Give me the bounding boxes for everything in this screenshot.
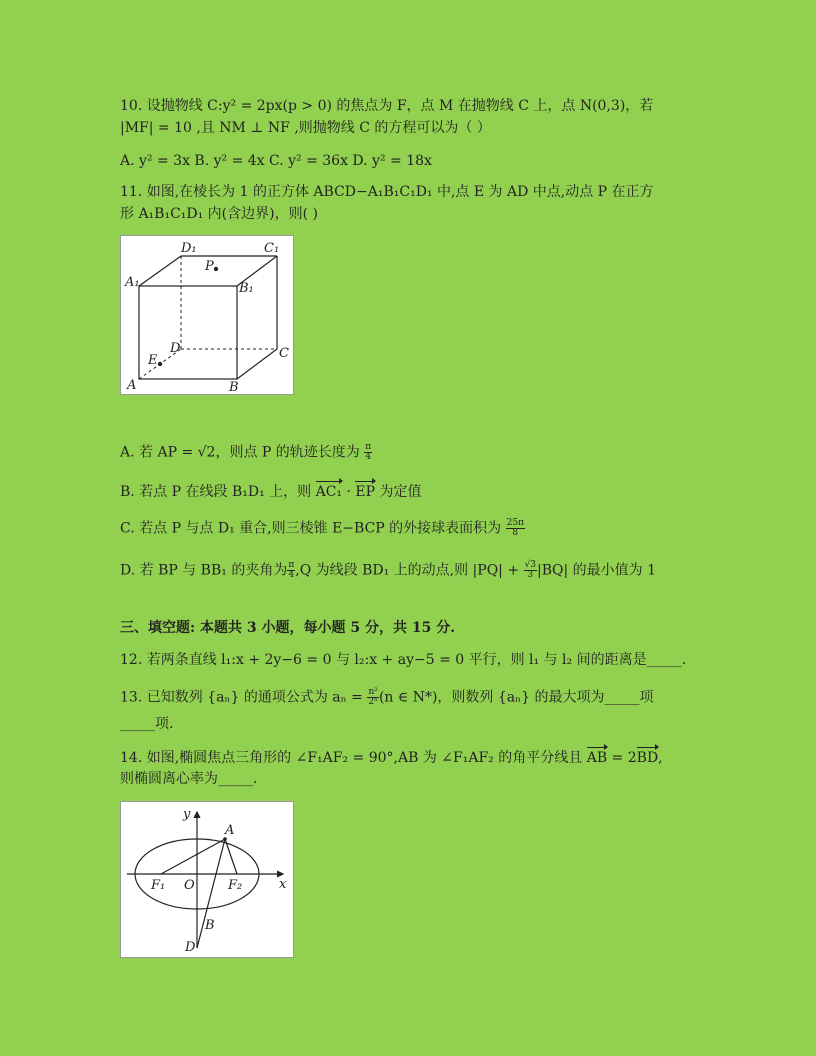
q12-text: 12. 若两条直线 l₁:x + 2y−6 = 0 与 l₂:x + ay−5 = 0 平行，则 l₁ 与 l₂ 间的距离是_____.	[120, 652, 687, 668]
cube-label-C1: C₁	[264, 241, 280, 256]
cube-label-A1: A₁	[125, 275, 140, 290]
ellipse-figure	[120, 801, 294, 958]
cube-label-C: C	[279, 346, 289, 361]
cube-label-D1: D₁	[181, 241, 197, 256]
cube-label-E: E	[148, 353, 158, 368]
cube-label-B1: B₁	[239, 281, 254, 296]
ellipse-label-D: D	[185, 940, 196, 955]
q10-line2: |MF| = 10 ,且 NM ⊥ NF ,则抛物线 C 的方程可以为（ ）	[120, 120, 491, 136]
cube-figure	[120, 235, 294, 395]
ellipse-label-B: B	[205, 918, 215, 933]
q10-options: A. y² = 3x B. y² = 4x C. y² = 36x D. y² = 18x	[120, 153, 432, 169]
ellipse-label-F1: F₁	[151, 878, 166, 893]
q14-line1: 14. 如图,椭圆焦点三角形的 ∠F₁AF₂ = 90°,AB 为 ∠F₁AF₂ 的角平分线且 AB = 2BD,	[120, 750, 663, 766]
cube-label-B: B	[229, 380, 239, 394]
cube-label-P: P	[205, 259, 214, 274]
q11-option-a: A. 若 AP = √2，则点 P 的轨迹长度为 $\frac{\pi}{4}$	[120, 442, 372, 462]
q13-line2: _____项.	[120, 716, 174, 732]
q11-option-b: B. 若点 P 在线段 B₁D₁ 上，则 AC₁ · EP 为定值	[120, 484, 422, 500]
q13-line1: 13. 已知数列 {aₙ} 的通项公式为 aₙ = $\frac{\text{n²}}{\text{2ⁿ}}$ (n ∈ N*)，则数列 {aₙ} 的最大项为_____项	[120, 687, 654, 707]
ellipse-label-x: x	[279, 877, 287, 892]
ellipse-label-O: O	[184, 878, 195, 893]
ellipse-label-A: A	[225, 823, 235, 838]
q10-line1: 10. 设抛物线 C:y² = 2px(p > 0) 的焦点为 F，点 M 在抛物线 C 上，点 N(0,3)，若	[120, 98, 654, 114]
q11-line2: 形 A₁B₁C₁D₁ 内(含边界)，则( )	[120, 206, 318, 222]
ellipse-label-y: y	[183, 807, 191, 822]
cube-label-D: D	[170, 341, 181, 356]
cube-label-A: A	[127, 378, 137, 393]
section-3-heading: 三、填空题: 本题共 3 小题，每小题 5 分，共 15 分.	[120, 620, 456, 636]
q14-line2: 则椭圆离心率为_____.	[120, 771, 258, 787]
q11-line1: 11. 如图,在棱长为 1 的正方体 ABCD−A₁B₁C₁D₁ 中,点 E 为 AD 中点,动点 P 在正方	[120, 184, 654, 200]
q11-option-d: D. 若 BP 与 BB₁ 的夹角为 $\frac{\pi}{4}$ ,Q 为线段 BD₁ 上的动点,则 |PQ| + $\frac{√3}{3}$ |BQ| 的最小值为 1	[120, 560, 657, 580]
ellipse-label-F2: F₂	[228, 878, 243, 893]
q11-option-c: C. 若点 P 与点 D₁ 重合,则三棱锥 E−BCP 的外接球表面积为 $\frac{25\pi}{8}$	[120, 518, 524, 538]
